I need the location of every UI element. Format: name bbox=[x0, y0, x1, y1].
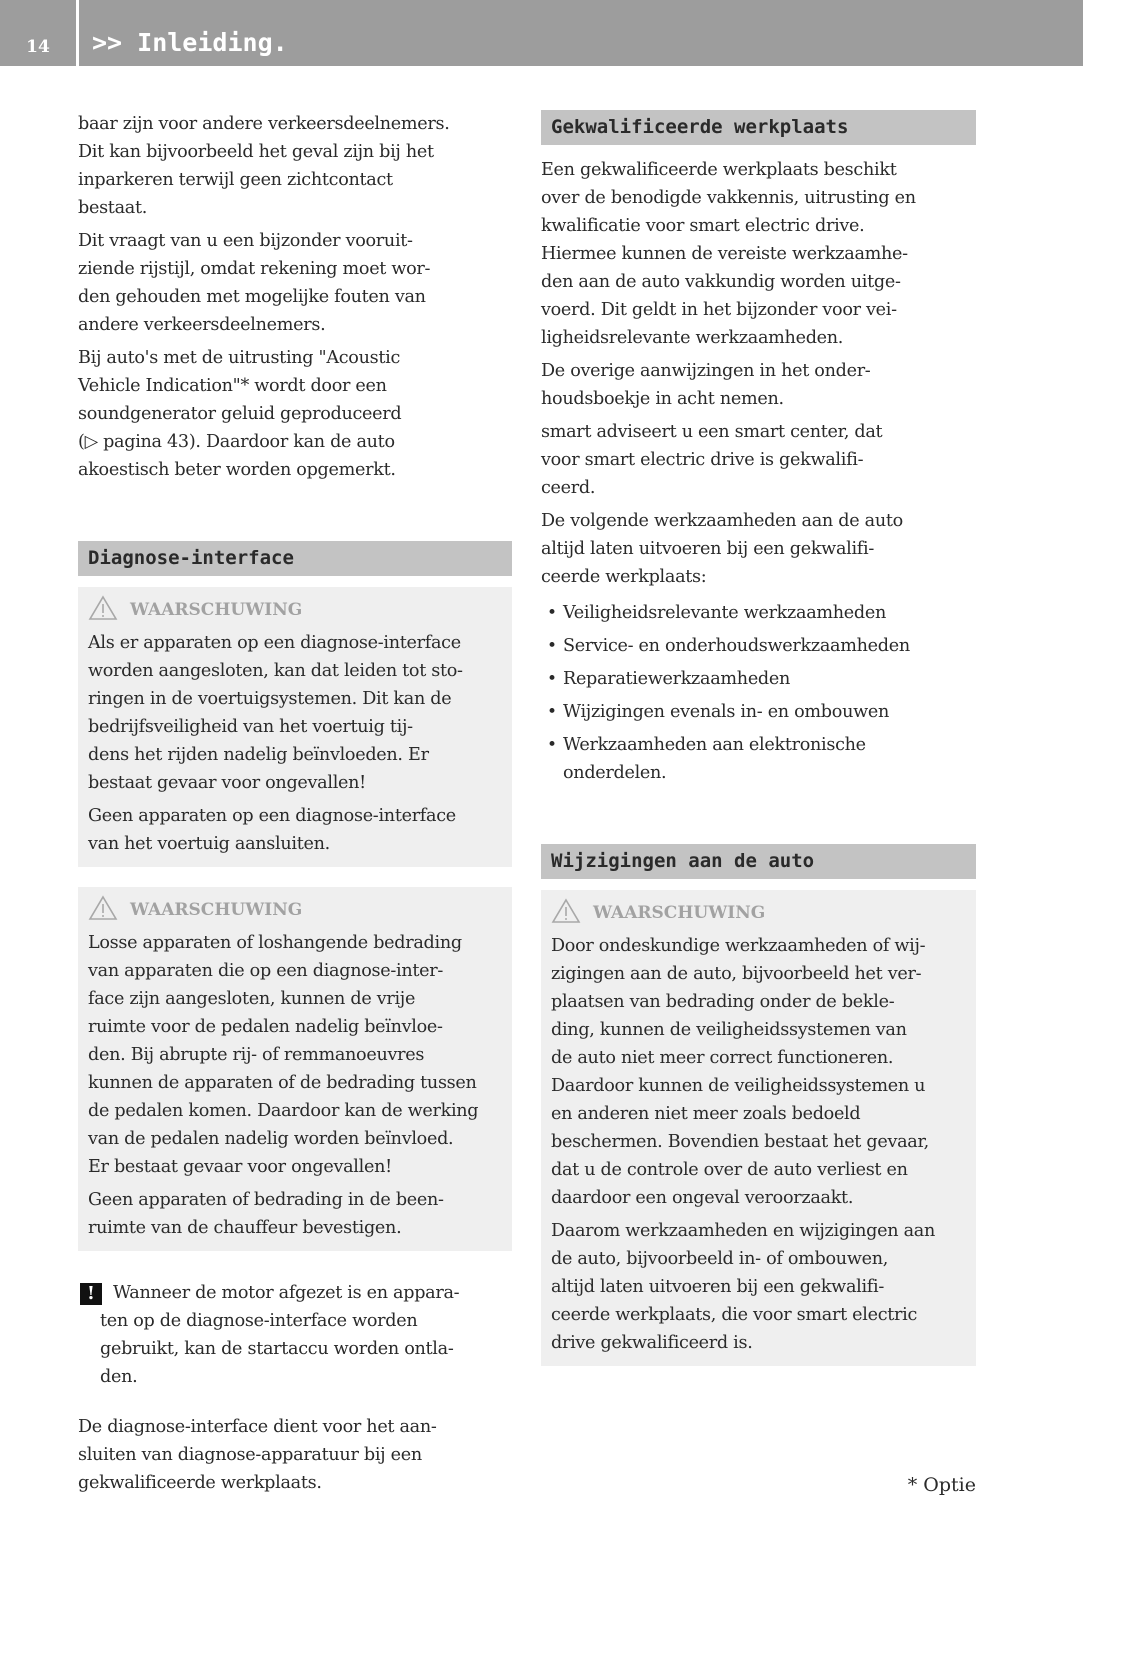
bullet-icon: • bbox=[547, 702, 558, 722]
text-line: Daarom werkzaamheden en wijzigingen aan bbox=[551, 1221, 935, 1241]
text-line: Door ondeskundige werkzaamheden of wij- bbox=[551, 936, 926, 956]
text-line: ringen in de voertuigsystemen. Dit kan de bbox=[88, 689, 452, 709]
page-header bbox=[0, 0, 1083, 66]
text-line: van apparaten die op een diagnose-inter- bbox=[88, 961, 443, 981]
section-heading-wijzigingen: Wijzigingen aan de auto bbox=[541, 844, 976, 879]
text-line: Er bestaat gevaar voor ongevallen! bbox=[88, 1157, 392, 1177]
text-line: gekwalificeerde werkplaats. bbox=[78, 1473, 322, 1493]
text-line: bedrijfsveiligheid van het voertuig tij- bbox=[88, 717, 413, 737]
warning-box-1 bbox=[78, 587, 512, 867]
text-line: sluiten van diagnose-apparatuur bij een bbox=[78, 1445, 422, 1465]
bullet-icon: • bbox=[547, 636, 558, 656]
paragraph bbox=[541, 418, 976, 502]
text-line: ceerde werkplaats, die voor smart electric bbox=[551, 1305, 918, 1325]
text-line: de pedalen komen. Daardoor kan de werking bbox=[88, 1101, 479, 1121]
bullet-list bbox=[541, 599, 976, 787]
text-line: bestaat gevaar voor ongevallen! bbox=[88, 773, 366, 793]
warning-label: WAARSCHUWING bbox=[130, 600, 303, 620]
list-item bbox=[541, 599, 976, 627]
text-line: ceerd. bbox=[541, 478, 596, 498]
text-line: Een gekwalificeerde werkplaats beschikt bbox=[541, 160, 897, 180]
text-line: Wijzigingen evenals in- en ombouwen bbox=[563, 702, 889, 722]
exclamation-icon: ! bbox=[80, 1283, 102, 1305]
paragraph bbox=[541, 507, 976, 591]
text-line: Hiermee kunnen de vereiste werkzaamhe- bbox=[541, 244, 908, 264]
page-number: 14 bbox=[26, 37, 50, 57]
text-line: Wanneer de motor afgezet is en appara- bbox=[113, 1283, 460, 1303]
list-item bbox=[541, 731, 976, 787]
text-line: den gehouden met mogelijke fouten van bbox=[78, 287, 426, 307]
text-line: van het voertuig aansluiten. bbox=[88, 834, 330, 854]
paragraph bbox=[88, 629, 502, 797]
text-line: soundgenerator geluid geproduceerd bbox=[78, 404, 402, 424]
list-item bbox=[541, 632, 976, 660]
text-line: de auto, bijvoorbeeld in- of ombouwen, bbox=[551, 1249, 889, 1269]
text-line: drive gekwalificeerd is. bbox=[551, 1333, 753, 1353]
paragraph bbox=[551, 1217, 966, 1357]
warning-label: WAARSCHUWING bbox=[593, 903, 766, 923]
paragraph bbox=[88, 802, 502, 858]
text-line: De diagnose-interface dient voor het aan- bbox=[78, 1417, 437, 1437]
text-line: Dit kan bijvoorbeeld het geval zijn bij het bbox=[78, 142, 434, 162]
text-line: Werkzaamheden aan elektronische bbox=[563, 735, 866, 755]
section-heading-werkplaats: Gekwalificeerde werkplaats bbox=[541, 110, 976, 145]
text-line: Daardoor kunnen de veiligheidssystemen u bbox=[551, 1076, 926, 1096]
text-line: inparkeren terwijl geen zichtcontact bbox=[78, 170, 393, 190]
text-line: smart adviseert u een smart center, dat bbox=[541, 422, 883, 442]
text-line: ruimte van de chauffeur bevestigen. bbox=[88, 1218, 402, 1238]
text-line: Reparatiewerkzaamheden bbox=[563, 669, 791, 689]
paragraph bbox=[541, 156, 976, 352]
paragraph bbox=[541, 357, 976, 413]
text-line: baar zijn voor andere verkeersdeelnemers. bbox=[78, 114, 450, 134]
text-line: face zijn aangesloten, kunnen de vrije bbox=[88, 989, 416, 1009]
text-line: voor smart electric drive is gekwalifi- bbox=[541, 450, 864, 470]
note-block bbox=[78, 1279, 512, 1391]
paragraph bbox=[551, 932, 966, 1212]
left-column bbox=[78, 110, 512, 1497]
intro-text bbox=[78, 110, 512, 484]
text-line: Geen apparaten op een diagnose-interface bbox=[88, 806, 456, 826]
paragraph bbox=[78, 110, 512, 222]
text-line: de auto niet meer correct functioneren. bbox=[551, 1048, 894, 1068]
text-line: den. bbox=[100, 1367, 138, 1387]
bullet-icon: • bbox=[547, 735, 558, 755]
text-line: andere verkeersdeelnemers. bbox=[78, 315, 326, 335]
text-line: den aan de auto vakkundig worden uitge- bbox=[541, 272, 901, 292]
text-line: kwalificatie voor smart electric drive. bbox=[541, 216, 865, 236]
text-line: dens het rijden nadelig beïnvloeden. Er bbox=[88, 745, 429, 765]
text-line: en anderen niet meer zoals bedoeld bbox=[551, 1104, 861, 1124]
text-line: ding, kunnen de veiligheidssystemen van bbox=[551, 1020, 907, 1040]
paragraph bbox=[88, 929, 502, 1181]
footnote: * Optie bbox=[907, 1474, 976, 1496]
text-line: De overige aanwijzingen in het onder- bbox=[541, 361, 871, 381]
text-line: akoestisch beter worden opgemerkt. bbox=[78, 460, 396, 480]
text-line: ten op de diagnose-interface worden bbox=[100, 1311, 418, 1331]
bullet-icon: • bbox=[547, 669, 558, 689]
text-line: dat u de controle over de auto verliest en bbox=[551, 1160, 908, 1180]
chapter-title: >> Inleiding. bbox=[92, 28, 288, 57]
text-line: beschermen. Bovendien bestaat het gevaar, bbox=[551, 1132, 929, 1152]
text-line: ceerde werkplaats: bbox=[541, 567, 707, 587]
list-item bbox=[541, 665, 976, 693]
text-line: over de benodigde vakkennis, uitrusting en bbox=[541, 188, 916, 208]
text-line: (▷ pagina 43). Daardoor kan de auto bbox=[78, 432, 395, 452]
text-line: daardoor een ongeval veroorzaakt. bbox=[551, 1188, 854, 1208]
text-line: zigingen aan de auto, bijvoorbeeld het ver- bbox=[551, 964, 922, 984]
header-divider bbox=[76, 0, 79, 66]
warning-box-3 bbox=[541, 890, 976, 1366]
text-line: Service- en onderhoudswerkzaamheden bbox=[563, 636, 910, 656]
text-line: houdsboekje in acht nemen. bbox=[541, 389, 784, 409]
text-line: ligheidsrelevante werkzaamheden. bbox=[541, 328, 844, 348]
outro-text bbox=[78, 1413, 512, 1497]
warning-box-2 bbox=[78, 887, 512, 1251]
text-line: onderdelen. bbox=[563, 763, 667, 783]
bullet-icon: • bbox=[547, 603, 558, 623]
text-line: De volgende werkzaamheden aan de auto bbox=[541, 511, 903, 531]
text-line: Veiligheidsrelevante werkzaamheden bbox=[563, 603, 887, 623]
text-line: Geen apparaten of bedrading in de been- bbox=[88, 1190, 444, 1210]
text-line: worden aangesloten, kan dat leiden tot sto- bbox=[88, 661, 463, 681]
text-line: kunnen de apparaten of de bedrading tussen bbox=[88, 1073, 477, 1093]
warning-triangle-icon bbox=[88, 895, 118, 926]
paragraph bbox=[78, 227, 512, 339]
text-line: den. Bij abrupte rij- of remmanoeuvres bbox=[88, 1045, 425, 1065]
text-line: plaatsen van bedrading onder de bekle- bbox=[551, 992, 895, 1012]
text-line: gebruikt, kan de startaccu worden ontla- bbox=[100, 1339, 454, 1359]
text-line: Dit vraagt van u een bijzonder vooruit- bbox=[78, 231, 413, 251]
text-line: Als er apparaten op een diagnose-interface bbox=[88, 633, 461, 653]
right-column bbox=[541, 110, 976, 1386]
warning-triangle-icon bbox=[551, 898, 581, 929]
paragraph bbox=[88, 1186, 502, 1242]
warning-label: WAARSCHUWING bbox=[130, 900, 303, 920]
text-line: van de pedalen nadelig worden beïnvloed. bbox=[88, 1129, 454, 1149]
text-line: bestaat. bbox=[78, 198, 148, 218]
section-heading-diagnose: Diagnose-interface bbox=[78, 541, 512, 576]
text-line: ruimte voor de pedalen nadelig beïnvloe- bbox=[88, 1017, 443, 1037]
text-line: altijd laten uitvoeren bij een gekwalifi- bbox=[551, 1277, 884, 1297]
text-line: ziende rijstijl, omdat rekening moet wor- bbox=[78, 259, 431, 279]
text-line: Bij auto's met de uitrusting "Acoustic bbox=[78, 348, 401, 368]
text-line: voerd. Dit geldt in het bijzonder voor vei- bbox=[541, 300, 897, 320]
paragraph bbox=[78, 344, 512, 484]
text-line: Vehicle Indication"* wordt door een bbox=[78, 376, 387, 396]
warning-triangle-icon bbox=[88, 595, 118, 626]
text-line: Losse apparaten of loshangende bedrading bbox=[88, 933, 462, 953]
list-item bbox=[541, 698, 976, 726]
text-line: altijd laten uitvoeren bij een gekwalifi- bbox=[541, 539, 874, 559]
